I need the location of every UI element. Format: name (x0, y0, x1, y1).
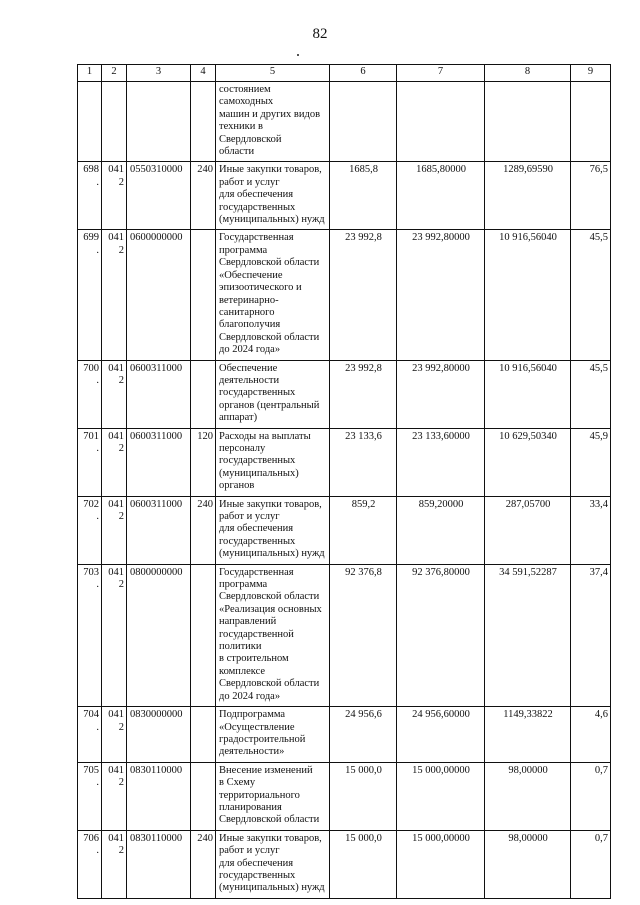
table-row (78, 707, 611, 763)
executed-amount-cell: 98,00000 (485, 762, 571, 830)
column-header: 8 (485, 65, 571, 82)
page-number: 82 (312, 26, 328, 42)
approved-amount-cell: 23 133,60000 (397, 428, 485, 496)
table-row (78, 762, 611, 830)
target-article-cell (127, 82, 191, 162)
column-header: 9 (571, 65, 611, 82)
table-row (78, 162, 611, 230)
executed-amount-cell: 10 916,56040 (485, 230, 571, 360)
row-number-cell: 705. (78, 762, 102, 830)
column-header: 3 (127, 65, 191, 82)
expense-type-cell (191, 707, 216, 763)
approved-amount-cell (397, 82, 485, 162)
approved-amount-cell: 23 992,80000 (397, 360, 485, 428)
section-code-cell: 0412 (102, 360, 127, 428)
executed-amount-cell: 10 916,56040 (485, 360, 571, 428)
target-article-cell: 0600000000 (127, 230, 191, 360)
planned-amount-cell: 859,2 (330, 496, 397, 564)
expense-type-cell (191, 762, 216, 830)
target-article-cell: 0600311000 (127, 496, 191, 564)
scan-speck (297, 54, 299, 56)
executed-amount-cell: 98,00000 (485, 830, 571, 898)
expense-type-cell (191, 360, 216, 428)
table-row (78, 830, 611, 898)
expense-type-cell: 240 (191, 496, 216, 564)
section-code-cell: 0412 (102, 496, 127, 564)
row-number-cell: 700. (78, 360, 102, 428)
planned-amount-cell (330, 82, 397, 162)
expense-type-cell: 120 (191, 428, 216, 496)
table-row (78, 360, 611, 428)
section-code-cell (102, 82, 127, 162)
row-number-cell: 703. (78, 564, 102, 706)
target-article-cell: 0830110000 (127, 762, 191, 830)
description-cell: Иные закупки товаров, работ и услуг для обеспечения государственных (муниципальных) нужд (216, 162, 330, 230)
column-header: 4 (191, 65, 216, 82)
row-number-cell: 706. (78, 830, 102, 898)
description-cell: Государственная программа Свердловской области «Реализация основных направлений государственной политики в строительном комплексе Свердловской области до 2024 года» (216, 564, 330, 706)
description-cell: Расходы на выплаты персоналу государственных (муниципальных) органов (216, 428, 330, 496)
column-header: 5 (216, 65, 330, 82)
target-article-cell: 0800000000 (127, 564, 191, 706)
planned-amount-cell: 23 992,8 (330, 230, 397, 360)
executed-amount-cell: 1149,33822 (485, 707, 571, 763)
planned-amount-cell: 15 000,0 (330, 762, 397, 830)
section-code-cell: 0412 (102, 564, 127, 706)
target-article-cell: 0830000000 (127, 707, 191, 763)
section-code-cell: 0412 (102, 230, 127, 360)
execution-percent-cell: 37,4 (571, 564, 611, 706)
approved-amount-cell: 15 000,00000 (397, 762, 485, 830)
section-code-cell: 0412 (102, 428, 127, 496)
row-number-cell: 702. (78, 496, 102, 564)
row-number-cell: 698. (78, 162, 102, 230)
expense-type-cell (191, 230, 216, 360)
execution-percent-cell: 45,5 (571, 230, 611, 360)
execution-percent-cell: 0,7 (571, 762, 611, 830)
description-cell: Подпрограмма «Осуществление градостроительной деятельности» (216, 707, 330, 763)
row-number-cell: 704. (78, 707, 102, 763)
approved-amount-cell: 92 376,80000 (397, 564, 485, 706)
expense-type-cell (191, 564, 216, 706)
expense-type-cell: 240 (191, 830, 216, 898)
planned-amount-cell: 24 956,6 (330, 707, 397, 763)
row-number-cell: 699. (78, 230, 102, 360)
description-cell: состоянием самоходных машин и других видов техники в Свердловской области (216, 82, 330, 162)
execution-percent-cell: 76,5 (571, 162, 611, 230)
approved-amount-cell: 23 992,80000 (397, 230, 485, 360)
column-header: 2 (102, 65, 127, 82)
approved-amount-cell: 24 956,60000 (397, 707, 485, 763)
target-article-cell: 0600311000 (127, 360, 191, 428)
approved-amount-cell: 15 000,00000 (397, 830, 485, 898)
planned-amount-cell: 92 376,8 (330, 564, 397, 706)
execution-percent-cell (571, 82, 611, 162)
execution-percent-cell: 33,4 (571, 496, 611, 564)
table-row (78, 428, 611, 496)
execution-percent-cell: 4,6 (571, 707, 611, 763)
planned-amount-cell: 23 133,6 (330, 428, 397, 496)
approved-amount-cell: 1685,80000 (397, 162, 485, 230)
column-header: 6 (330, 65, 397, 82)
section-code-cell: 0412 (102, 762, 127, 830)
executed-amount-cell: 34 591,52287 (485, 564, 571, 706)
description-cell: Иные закупки товаров, работ и услуг для обеспечения государственных (муниципальных) нужд (216, 496, 330, 564)
row-number-cell: 701. (78, 428, 102, 496)
approved-amount-cell: 859,20000 (397, 496, 485, 564)
execution-percent-cell: 45,5 (571, 360, 611, 428)
expense-type-cell (191, 82, 216, 162)
execution-percent-cell: 45,9 (571, 428, 611, 496)
description-cell: Обеспечение деятельности государственных органов (центральный аппарат) (216, 360, 330, 428)
column-header: 7 (397, 65, 485, 82)
section-code-cell: 0412 (102, 162, 127, 230)
expense-type-cell: 240 (191, 162, 216, 230)
table-row (78, 564, 611, 706)
execution-percent-cell: 0,7 (571, 830, 611, 898)
executed-amount-cell: 287,05700 (485, 496, 571, 564)
planned-amount-cell: 23 992,8 (330, 360, 397, 428)
table-row (78, 82, 611, 162)
target-article-cell: 0830110000 (127, 830, 191, 898)
executed-amount-cell (485, 82, 571, 162)
planned-amount-cell: 15 000,0 (330, 830, 397, 898)
table-row (78, 496, 611, 564)
section-code-cell: 0412 (102, 707, 127, 763)
target-article-cell: 0550310000 (127, 162, 191, 230)
row-number-cell (78, 82, 102, 162)
column-header: 1 (78, 65, 102, 82)
description-cell: Внесение изменений в Схему территориального планирования Свердловской области (216, 762, 330, 830)
description-cell: Государственная программа Свердловской области «Обеспечение эпизоотического и ветеринарно- санитарного благополучия Свердловской области до 2024 года» (216, 230, 330, 360)
description-cell: Иные закупки товаров, работ и услуг для обеспечения государственных (муниципальных) нужд (216, 830, 330, 898)
budget-table (77, 64, 611, 899)
table-row (78, 230, 611, 360)
planned-amount-cell: 1685,8 (330, 162, 397, 230)
executed-amount-cell: 1289,69590 (485, 162, 571, 230)
table-header-row (78, 65, 611, 82)
executed-amount-cell: 10 629,50340 (485, 428, 571, 496)
section-code-cell: 0412 (102, 830, 127, 898)
target-article-cell: 0600311000 (127, 428, 191, 496)
